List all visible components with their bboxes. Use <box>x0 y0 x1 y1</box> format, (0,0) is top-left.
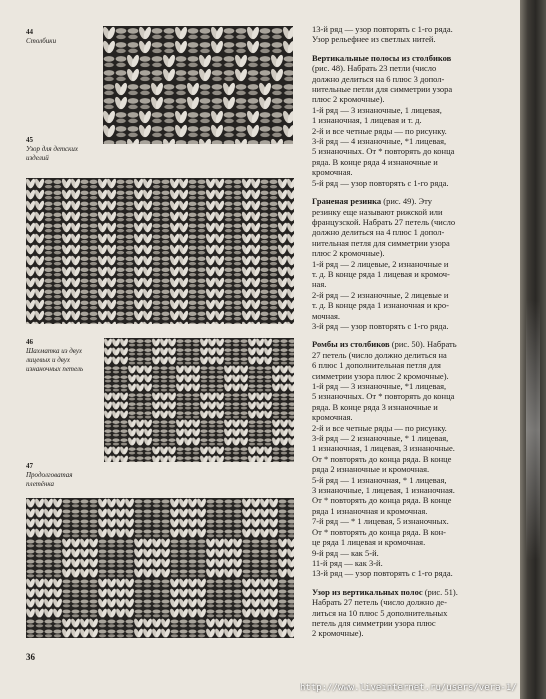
text-line: це ряда 1 лицевая и кромочная. <box>312 537 426 548</box>
text-line: 2-й и все четные ряды — по рисунку. <box>312 422 447 433</box>
continuation-paragraph <box>312 24 502 45</box>
text-line: плюс 2 кромочные). <box>312 248 385 259</box>
text-line: От * повторять до конца ряда. В конце <box>312 495 452 506</box>
swatch-photo-46 <box>104 338 294 462</box>
text-line: (рис. 51). <box>424 586 458 597</box>
text-line: плюс 2 кромочные). <box>312 94 385 105</box>
swatch-photo-45 <box>26 178 294 324</box>
text-line: Набрать 27 петель (число должно де- <box>312 597 447 608</box>
text-line: 6 плюс 1 дополнительная петля для <box>312 360 441 371</box>
figure-number: 45 <box>26 136 33 144</box>
figure-caption-line: Узор для детских <box>26 145 79 153</box>
section-vertical-stripes <box>312 53 502 188</box>
figure-caption-line: Столбики <box>26 37 57 45</box>
text-line: (рис. 48). Набрать 23 петли (число <box>312 63 437 74</box>
text-line: ряда. В конце ряда 3 изнаночные и <box>312 401 438 412</box>
text-line: 5 изнаночных. От * повторять до конца <box>312 146 455 157</box>
text-line: 1 изнаночная, 1 лицевая, 3 изнаночные. <box>312 443 455 454</box>
figure-caption-line: Шахматка из двух <box>26 347 82 355</box>
figure-caption-line: лицевых и двух <box>26 356 70 364</box>
figure-number: 47 <box>26 462 33 470</box>
text-line: петель для симметрии узора плюс <box>312 617 436 628</box>
text-line: 1-й ряд — 2 лицевые, 2 изнаночные и <box>312 258 449 269</box>
pattern-instructions <box>312 24 502 647</box>
text-line: 1-й ряд — 3 изнаночные, 1 лицевая, <box>312 104 442 115</box>
figure-caption-line: плетёнка <box>26 480 54 488</box>
text-line: ная. <box>312 279 327 290</box>
text-line: должно делиться на 4 плюс 1 допол- <box>312 227 445 238</box>
text-line: 5-й ряд — 1 изнаночная, * 1 лицевая, <box>312 474 447 485</box>
section-heading: Узор из вертикальных полос <box>312 586 423 597</box>
text-line: 5 изнаночных. От * повторять до конца <box>312 391 455 402</box>
text-line: 9-й ряд — как 5-й. <box>312 547 379 558</box>
text-line: (рис. 50). Набрать <box>391 339 457 350</box>
page-number: 36 <box>26 652 35 662</box>
text-line: нительная петля для симметрии узора <box>312 237 450 248</box>
figure-46-label <box>26 338 83 374</box>
figure-44-label <box>26 28 56 46</box>
page-binding-shadow <box>520 0 546 699</box>
text-line: От * повторять до конца ряда. В конце <box>312 453 452 464</box>
text-line: ряда 2 изнаночные и кромочная. <box>312 464 430 475</box>
text-line: симметрии узора плюс 2 кромочные). <box>312 370 449 381</box>
text-line: ряда 1 изнаночная и кромочная. <box>312 505 428 516</box>
section-heading: Вертикальные полосы из столбиков <box>312 52 452 63</box>
text-line: 13-й ряд — узор повторять с 1-го ряда. <box>312 24 453 34</box>
text-line: должно делиться на 6 плюс 3 допол- <box>312 73 445 84</box>
section-heading: Граненая резинка <box>312 196 382 207</box>
text-line: французской. Набрать 27 петель (число <box>312 216 456 227</box>
text-line: 27 петель (число должно делиться на <box>312 349 447 360</box>
text-line: От * повторять до конца ряда. В кон- <box>312 526 446 537</box>
text-line: Узор рельефнее из светлых нитей. <box>312 34 436 45</box>
text-line: т. д. В конце ряда 1 изнаночная и кро- <box>312 300 449 311</box>
text-line: 2-й ряд — 2 изнаночные, 2 лицевые и <box>312 289 449 300</box>
text-line: 3-й ряд — узор повторять с 1-го ряда. <box>312 320 449 331</box>
text-line: 3 изнаночные, 1 лицевая, 1 изнаночная. <box>312 485 455 496</box>
figure-caption-line: Продолговатая <box>26 471 73 479</box>
source-watermark: http://www.liveinternet.ru/users/vera-1/ <box>300 683 517 693</box>
swatch-photo-47 <box>26 498 294 638</box>
text-line: литься на 10 плюс 5 дополнительных <box>312 607 448 618</box>
text-line: 2-й и все четные ряды — по рисунку. <box>312 125 447 136</box>
text-line: 2 кромочные). <box>312 628 364 639</box>
section-vertical-stripes-pattern <box>312 587 502 639</box>
text-line: 3-й ряд — 4 изнаночные, *1 лицевая, <box>312 136 447 147</box>
text-line: 7-й ряд — * 1 лицевая, 5 изнаночных. <box>312 516 449 527</box>
figure-number: 46 <box>26 338 33 346</box>
figure-45-label <box>26 136 78 163</box>
section-faceted-rib <box>312 196 502 331</box>
text-line: ряда. В конце ряда 4 изнаночные и <box>312 156 438 167</box>
text-line: (рис. 49). Эту <box>383 196 432 207</box>
text-line: кромочная. <box>312 167 353 178</box>
text-line: нительные петли для симметрии узора <box>312 84 453 95</box>
text-line: 13-й ряд — узор повторять с 1-го ряда. <box>312 568 453 579</box>
figure-caption-line: изнаночных петель <box>26 365 84 373</box>
section-heading: Ромбы из столбиков <box>312 339 390 350</box>
section-diamonds <box>312 339 502 578</box>
text-line: 5-й ряд — узор повторять с 1-го ряда. <box>312 177 449 188</box>
text-line: мочная. <box>312 310 341 321</box>
figure-47-label <box>26 462 73 489</box>
text-line: резинку еще называют рижской или <box>312 206 443 217</box>
swatch-photo-44 <box>103 26 293 144</box>
text-line: 3-й ряд — 2 изнаночные, * 1 лицевая, <box>312 433 449 444</box>
figure-caption-line: изделий <box>26 154 49 162</box>
text-line: 11-й ряд — как 3-й. <box>312 557 383 568</box>
text-line: т. д. В конце ряда 1 лицевая и кромоч- <box>312 268 450 279</box>
text-line: 1 изнаночная, 1 лицевая и т. д. <box>312 115 422 126</box>
text-line: кромочная. <box>312 412 353 423</box>
figure-number: 44 <box>26 28 33 36</box>
text-line: 1-й ряд — 3 изнаночные, *1 лицевая, <box>312 381 447 391</box>
